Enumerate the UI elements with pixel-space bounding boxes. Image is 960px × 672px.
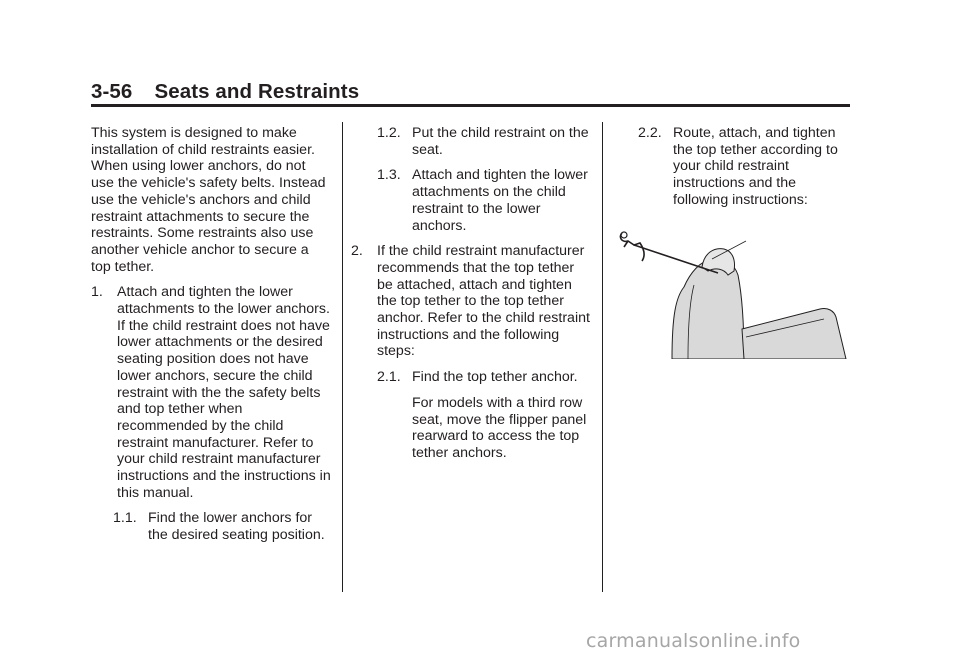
step-2-1	[355, 369, 593, 386]
section-title: Seats and Restraints	[154, 80, 360, 103]
column-2	[351, 125, 593, 471]
step-1-2	[355, 125, 593, 158]
step-1-3	[355, 167, 593, 234]
top-tether-illustration	[614, 225, 850, 359]
step-2-text: If the child restraint manufacturer recommends that the top tether be attached, attach and tighten the top tether to the top tether anchor. Refer to the child restraint instructions and the following steps:	[377, 243, 590, 360]
watermark: carmanualsonline.info	[586, 630, 801, 652]
step-2-number: 2.	[351, 243, 363, 260]
step-2-1-text: Find the top tether anchor.	[412, 369, 578, 386]
step-2-2-number: 2.2.	[638, 125, 662, 141]
step-1-1-number: 1.1.	[113, 510, 137, 527]
step-1-2-number: 1.2.	[377, 125, 401, 141]
step-1-1	[91, 510, 331, 543]
tether-hook-ring	[621, 232, 627, 238]
step-1-number: 1.	[91, 284, 103, 301]
column-divider-2	[602, 122, 603, 592]
page-number: 3-56	[91, 80, 133, 103]
step-2-2-text: Route, attach, and tighten the top tether according to your child restraint instructions and the following instructions:	[673, 125, 838, 208]
seat-back-shape	[672, 259, 744, 359]
column-divider-1	[342, 122, 343, 592]
step-2-2	[616, 125, 852, 209]
step-1-3-text: Attach and tighten the lower attachments on the child restraint to the lower anchors.	[412, 167, 588, 234]
intro-paragraph: This system is designed to make installation of child restraints easier. When using lower anchors, do not use the vehicle's safety belts. Instead use the vehicle's anchors and child restraint attachments to secure the restraints. Some restraints also use another vehicle anchor to secure a top tether.	[91, 125, 326, 275]
step-2-1-note: For models with a third row seat, move the flipper panel rearward to access the top tether anchors.	[412, 394, 587, 461]
step-1-1-text: Find the lower anchors for the desired seating position.	[148, 510, 325, 544]
page-header	[91, 80, 359, 104]
header-rule	[91, 104, 850, 107]
step-1-2-text: Put the child restraint on the seat.	[412, 125, 589, 158]
step-2	[351, 243, 593, 360]
step-2-1-number: 2.1.	[377, 369, 401, 386]
step-1-3-number: 1.3.	[377, 167, 401, 184]
step-1-text: Attach and tighten the lower attachments to the lower anchors. If the child restraint does not have lower attachments or the desired seating position does not have lower anchors, secure the child restraint with the the safety belts and top tether when recommended by the child restraint manufacturer. Refer to your child restraint manufacturer instructions and the instructions in this manual.	[117, 284, 331, 501]
seat-cushion-shape	[742, 308, 846, 359]
column-3	[616, 125, 852, 218]
column-1	[91, 125, 331, 553]
step-1	[91, 284, 331, 501]
